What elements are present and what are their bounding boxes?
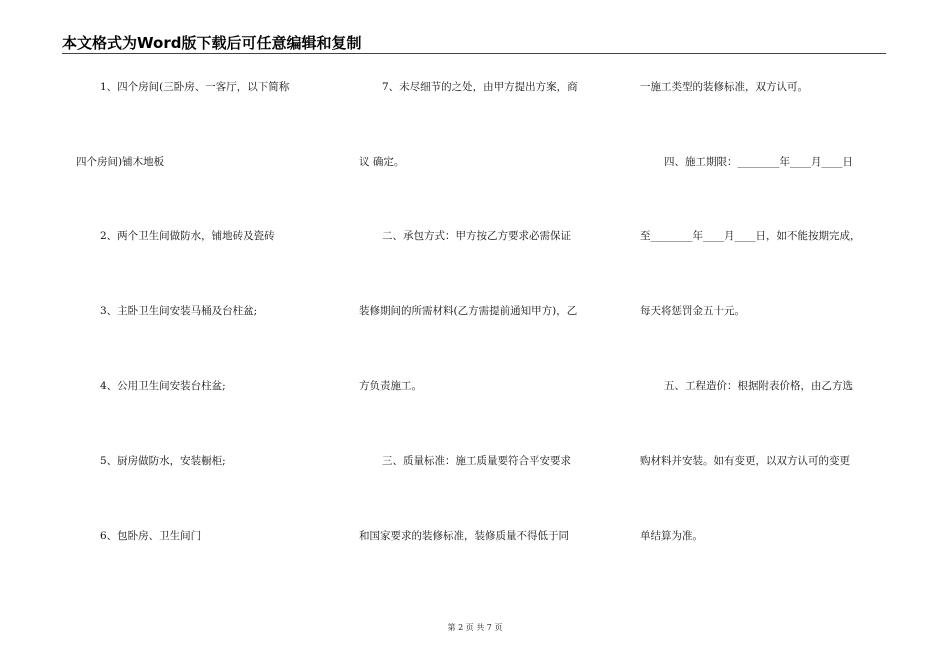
paragraph-line: 四个房间)铺木地板 [76,156,165,168]
paragraph-line: 3、主卧卫生间安装马桶及台柱盆; [100,305,258,317]
paragraph-line: 四、施工期限：________年____月____日 [664,156,853,168]
header-divider [62,53,886,54]
document-header-title: 本文格式为Word版下载后可任意编辑和复制 [62,34,362,52]
paragraph-line: 至________年____月____日，如不能按期完成， [640,230,861,242]
paragraph-line: 每天将惩罚金五十元。 [640,305,745,317]
paragraph-line: 一施工类型的装修标准，双方认可。 [640,81,808,93]
paragraph-line: 单结算为准。 [640,530,703,542]
paragraph-line: 和国家要求的装修标准，装修质量不得低于同 [359,530,569,542]
paragraph-line: 方负责施工。 [359,380,422,392]
paragraph-line: 7、未尽细节的之处，由甲方提出方案，商 [382,81,578,93]
page-number-footer: 第 2 页 共 7 页 [447,623,503,632]
paragraph-line: 5、厨房做防水，安装橱柜; [100,455,226,467]
paragraph-line: 4、公用卫生间安装台柱盆; [100,380,226,392]
paragraph-line: 二、承包方式：甲方按乙方要求必需保证 [382,230,571,242]
paragraph-line: 2、两个卫生间做防水，铺地砖及瓷砖 [100,230,275,242]
paragraph-line: 议 确定。 [359,156,405,168]
paragraph-line: 6、包卧房、卫生间门 [100,530,202,542]
paragraph-line: 装修期间的所需材料(乙方需提前通知甲方)，乙 [359,305,578,317]
paragraph-line: 1、四个房间(三卧房、一客厅，以下简称 [100,81,290,93]
paragraph-line: 三、质量标准：施工质量要符合平安要求 [382,455,571,467]
paragraph-line: 购材料并安装。如有变更，以双方认可的变更 [640,455,850,467]
paragraph-line: 五、工程造价：根据附表价格，由乙方选 [664,380,853,392]
